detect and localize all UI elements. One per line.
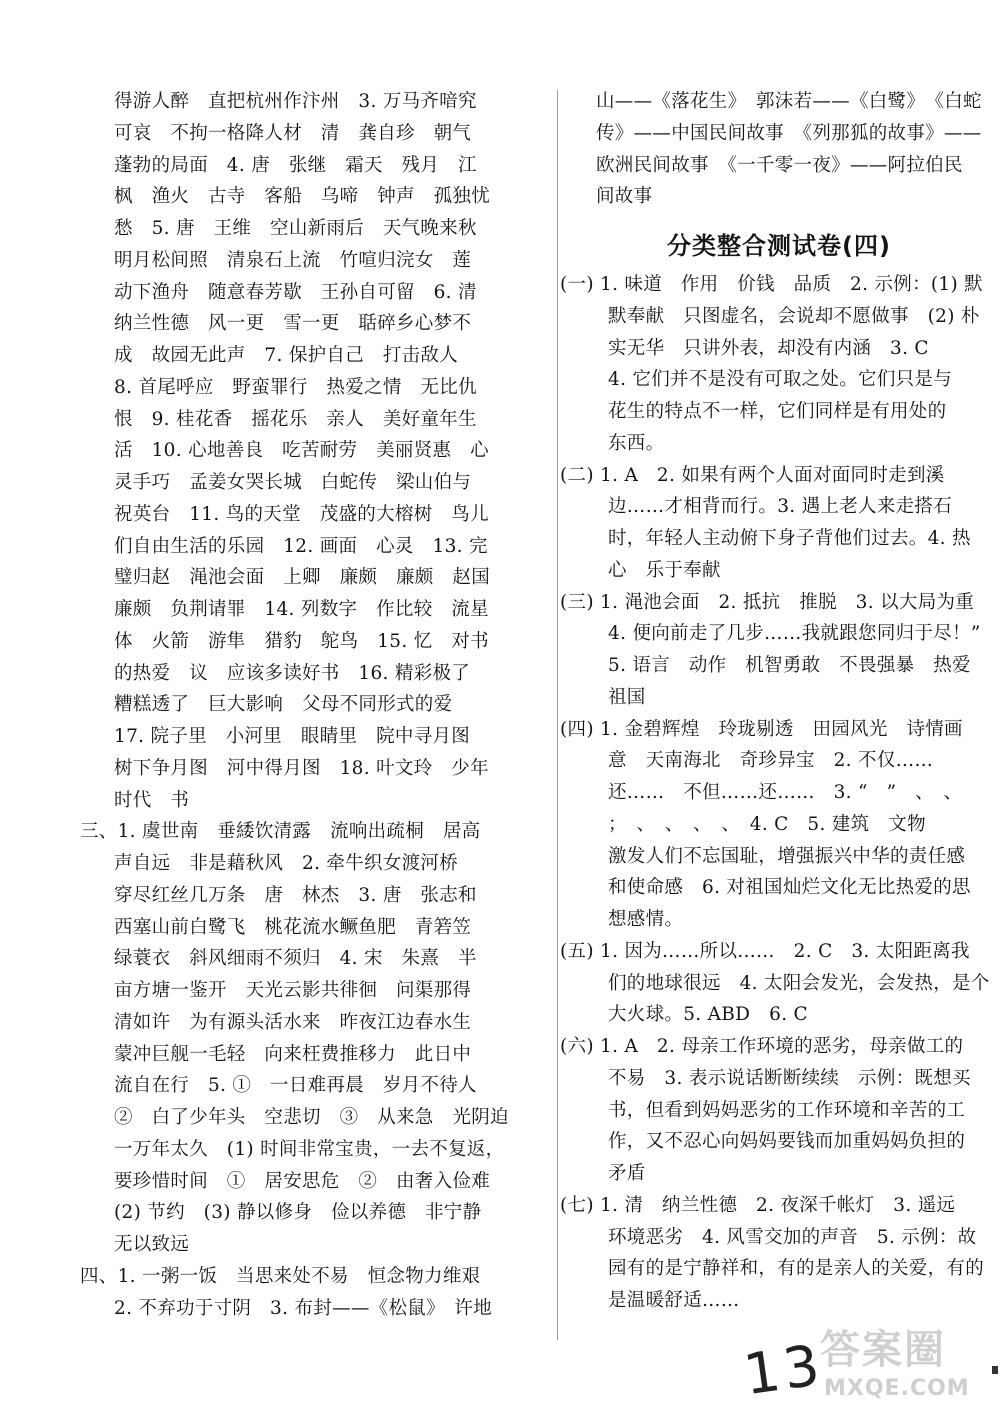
text-line: 祖国 <box>608 686 646 708</box>
text-line: 清如许 为有源头活水来 昨夜江边春水生 <box>114 1011 472 1033</box>
text-line: 默奉献 只图虚名，会说却不愿做事 (2) 朴 <box>608 305 980 327</box>
text-line: 书，但看到妈妈恶劣的工作环境和辛苦的工 <box>608 1099 966 1121</box>
text-line: 纳兰性德 风一更 雪一更 聒碎乡心梦不 <box>114 313 472 335</box>
text-line: ② 白了少年头 空悲切 ③ 从来急 光阴迫 <box>114 1107 509 1128</box>
text-line: 们自由生活的乐园 12. 画面 心灵 13. 完 <box>114 535 488 557</box>
text-line: 不易 3. 表示说话断断续续 示例：既想买 <box>608 1067 971 1089</box>
text-line: 山——《落花生》 郭沫若——《白鹭》 《白蛇 <box>596 91 982 112</box>
text-line: 廉颇 负荆请罪 14. 列数字 作比较 流星 <box>114 599 489 620</box>
text-line: 时代 书 <box>114 789 190 811</box>
text-line: 愁 5. 唐 王维 空山新雨后 天气晚来秋 <box>114 218 477 239</box>
text-line: 得游人醉 直把杭州作汴州 3. 万马齐喑究 <box>114 91 477 112</box>
watermark-url: MXQE.COM <box>824 1376 970 1401</box>
text-line: 流自在行 5. ① 一日难再晨 岁月不待人 <box>114 1075 477 1097</box>
edge-mark <box>992 1366 998 1374</box>
watermark-logo <box>820 1318 998 1410</box>
text-line: (七) 1. 清 纳兰性德 2. 夜深千帐灯 3. 遥远 <box>560 1194 956 1216</box>
text-line: 欧洲民间故事 《一千零一夜》——阿拉伯民 <box>596 154 963 176</box>
section-heading-line: 四、1. 一粥一饭 当思来处不易 恒念物力维艰 <box>80 1265 481 1287</box>
text-line: (二) 1. A 2. 如果有两个人面对面同时走到溪 <box>560 464 945 486</box>
text-line: 穿尽红丝几万条 唐 林杰 3. 唐 张志和 <box>114 884 477 906</box>
left-column <box>80 86 554 1324</box>
text-line: 和使命感 6. 对祖国灿烂文化无比热爱的思 <box>608 877 971 899</box>
text-line: 园有的是宁静祥和，有的是亲人的关爱，有的 <box>608 1258 985 1280</box>
text-line: (六) 1. A 2. 母亲工作环境的恶劣，母亲做工的 <box>560 1036 964 1057</box>
text-line: 的热爱 议 应该多读好书 16. 精彩极了 <box>114 662 471 684</box>
handwritten-page-number: 13 <box>739 1332 828 1409</box>
text-line: 还…… 不但……还…… 3. “ ” 、 、 <box>608 782 963 803</box>
text-line: 环境恶劣 4. 风雪交加的声音 5. 示例：故 <box>608 1226 977 1248</box>
text-line: 8. 首尾呼应 野蛮罪行 热爱之情 无比仇 <box>114 376 477 398</box>
text-line: 17. 院子里 小河里 眼睛里 院中寻月图 <box>114 726 471 747</box>
text-line: 2. 不弃功于寸阴 3. 布封——《松鼠》 许地 <box>114 1297 493 1319</box>
text-line: (2) 节约 (3) 静以修身 俭以养德 非宁静 <box>114 1202 482 1224</box>
text-line: 们的地球很远 4. 太阳会发光，会发热，是个 <box>608 972 990 994</box>
text-line: 边……才相背而行。3. 遇上老人来走搭石 <box>608 496 953 518</box>
section-title: 分类整合测试卷(四) <box>667 232 891 260</box>
right-column <box>560 86 998 1317</box>
text-line: 间故事 <box>596 186 653 208</box>
text-line: 糟糕透了 巨大影响 父母不同形式的爱 <box>114 694 453 716</box>
text-line: 可哀 不拘一格降人材 清 龚自珍 朝气 <box>114 122 472 144</box>
text-line: (四) 1. 金碧辉煌 玲珑剔透 田园风光 诗情画 <box>560 718 963 740</box>
text-line: 西塞山前白鹭飞 桃花流水鳜鱼肥 青箬笠 <box>114 916 472 938</box>
text-line: 是温暖舒适…… <box>608 1290 740 1311</box>
text-line: 4. 它们并不是没有可取之处。它们只是与 <box>608 369 953 391</box>
text-line: 灵手巧 孟姜女哭长城 白蛇传 梁山伯与 <box>114 472 472 493</box>
text-line: 大火球。5. ABD 6. C <box>608 1004 809 1026</box>
text-line: 东西。 <box>608 432 665 454</box>
text-line: 作，又不忍心向妈妈要钱而加重妈妈负担的 <box>608 1131 966 1153</box>
text-line: 动下渔舟 随意春芳歇 王孙自可留 6. 清 <box>114 281 477 303</box>
text-line: 枫 渔火 古寺 客船 乌啼 钟声 孤独忧 <box>114 186 491 208</box>
text-line: 亩方塘一鉴开 天光云影共徘徊 问渠那得 <box>114 980 472 1001</box>
text-line: 声自远 非是藉秋风 2. 牵牛织女渡河桥 <box>114 853 459 874</box>
text-line: 绿蓑衣 斜风细雨不须归 4. 宋 朱熹 半 <box>114 948 477 970</box>
text-line: 成 故园无此声 7. 保护自己 打击敌人 <box>114 345 459 366</box>
text-line: (五) 1. 因为……所以…… 2. C 3. 太阳距离我 <box>560 940 970 962</box>
text-line: 花生的特点不一样，它们同样是有用处的 <box>608 401 947 422</box>
text-line: (一) 1. 味道 作用 价钱 品质 2. 示例：(1) 默 <box>560 274 983 295</box>
text-line: 一万年太久 (1) 时间非常宝贵，一去不复返， <box>114 1138 505 1160</box>
text-line: 意 天南海北 奇珍异宝 2. 不仅…… <box>608 750 934 772</box>
text-line: 无以致远 <box>114 1234 190 1255</box>
text-line: 传》——中国民间故事 《列那狐的故事》—— <box>596 122 982 144</box>
text-line: 蓬勃的局面 4. 唐 张继 霜天 残月 江 <box>114 154 477 176</box>
text-line: 5. 语言 动作 机智勇敢 不畏强暴 热爱 <box>608 655 971 676</box>
text-line: ； 、 、 、 、 4. C 5. 建筑 文物 <box>608 813 926 835</box>
text-line: 体 火箭 游隼 猎豹 鸵鸟 15. 忆 对书 <box>114 630 489 652</box>
text-line: 活 10. 心地善良 吃苦耐劳 美丽贤惠 心 <box>114 440 489 462</box>
text-line: 矛盾 <box>608 1163 646 1184</box>
text-line: 激发人们不忘国耻，增强振兴中华的责任感 <box>608 845 966 867</box>
text-line: 要珍惜时间 ① 居安思危 ② 由奢入俭难 <box>114 1170 491 1192</box>
watermark-text: 答案圈 <box>820 1327 946 1373</box>
text-line: 心 乐于奉献 <box>608 559 721 581</box>
text-line: 时，年轻人主动俯下身子背他们过去。4. 热 <box>608 528 971 549</box>
text-line: 4. 便向前走了几步……我就跟您同归于尽！” <box>608 623 981 645</box>
text-line: 祝英台 11. 鸟的天堂 茂盛的大榕树 鸟儿 <box>114 503 489 525</box>
text-line: 实无华 只讲外表，却没有内涵 3. C <box>608 337 929 359</box>
text-line: 蒙冲巨舰一毛轻 向来枉费推移力 此日中 <box>114 1043 472 1065</box>
text-line: 树下争月图 河中得月图 18. 叶文玲 少年 <box>114 757 489 779</box>
text-line: 想感情。 <box>608 909 684 930</box>
text-line: 璧归赵 渑池会面 上卿 廉颇 廉颇 赵国 <box>114 567 491 589</box>
section-heading-line: 三、1. 虞世南 垂緌饮清露 流响出疏桐 居高 <box>80 821 481 843</box>
column-divider <box>557 90 558 1340</box>
text-line: (三) 1. 渑池会面 2. 抵抗 推脱 3. 以大局为重 <box>560 591 975 613</box>
text-line: 明月松间照 清泉石上流 竹喧归浣女 莲 <box>114 249 472 271</box>
text-line: 恨 9. 桂花香 摇花乐 亲人 美好童年生 <box>114 408 477 430</box>
